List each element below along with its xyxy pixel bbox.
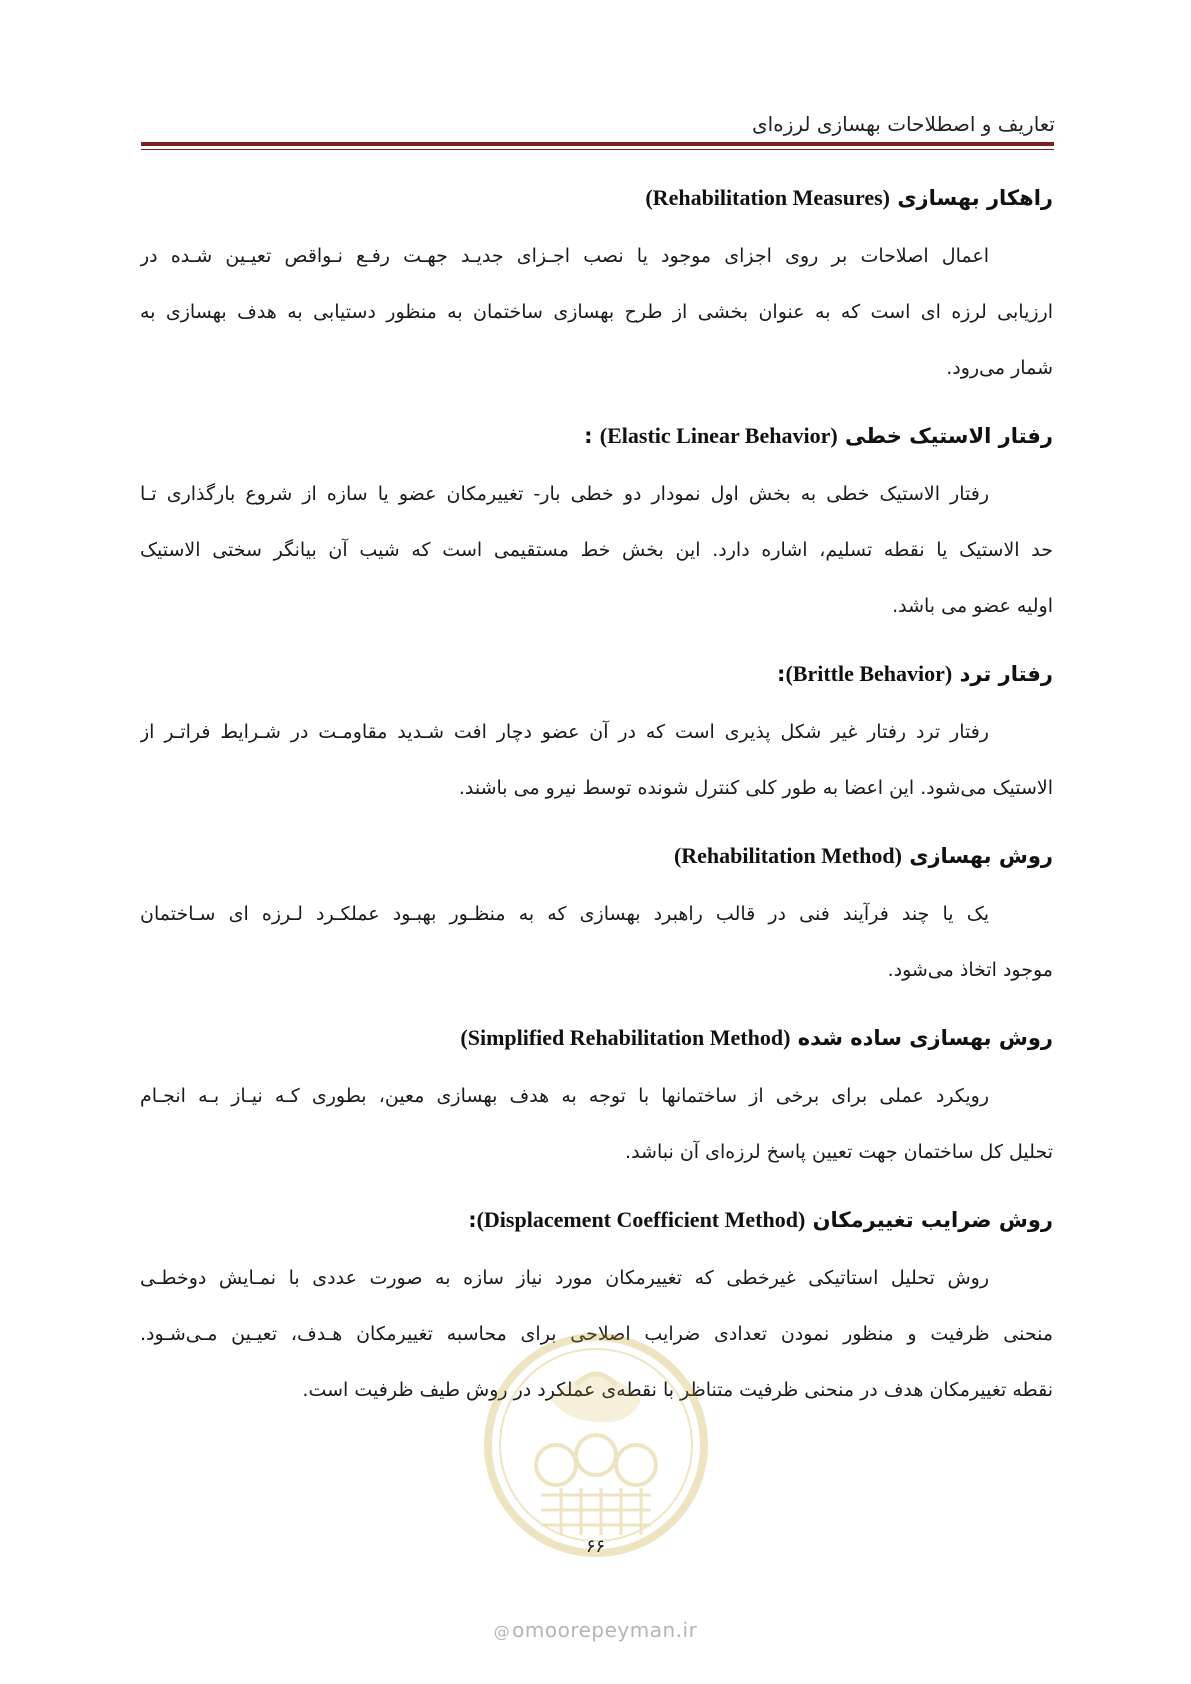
page-number: ۶۶ (585, 1536, 606, 1557)
heading-suffix: : (468, 1208, 477, 1232)
section-paragraph (140, 228, 1053, 396)
section-heading (140, 178, 1053, 218)
paragraph-line: موجود اتخاذ می‌شود. (887, 959, 1053, 981)
section-paragraph (140, 704, 1053, 816)
site-watermark-text (0, 1618, 1191, 1642)
heading-fa: راهکار بهسازی (897, 186, 1053, 210)
paragraph-line: منحنی ظرفیت و منظور نمودن تعدادی ضرایب اصلاحی برای محاسبه تغییرمکان هـدف، تعیـین مـی‌شـود. (140, 1323, 1053, 1345)
heading-en: (Rehabilitation Measures) (645, 185, 890, 210)
heading-suffix: : (777, 662, 786, 686)
paragraph-line: نقطه تغییرمکان هدف در منحنی ظرفیت متناظر با نقطه‌ی عملکرد در روش طیف ظرفیت است. (302, 1379, 1053, 1401)
section-heading (140, 654, 1053, 694)
section-rehabilitation-measures (140, 178, 1053, 416)
paragraph-line: رفتار الاستیک خطی به بخش اول نمودار دو خطی بار- تغییرمکان عضو یا سازه از شروع بارگذاری تـا (140, 483, 989, 505)
section-heading (140, 1200, 1053, 1240)
paragraph-line: یک یا چند فرآیند فنی در قالب راهبرد بهسازی که به منظـور بهبـود عملکـرد لـرزه ای سـاختمان (140, 903, 989, 925)
heading-en: (Simplified Rehabilitation Method) (460, 1025, 791, 1050)
header-rule-thin (141, 149, 1054, 150)
section-paragraph (140, 466, 1053, 634)
heading-en: (Elastic Linear Behavior) (599, 423, 838, 448)
section-rehabilitation-method (140, 836, 1053, 1018)
section-simplified-rehabilitation-method (140, 1018, 1053, 1200)
section-heading (140, 416, 1053, 456)
paragraph-line: رویکرد عملی برای برخی از ساختمانها با توجه به هدف بهسازی معین، بطوری کـه نیـاز بـه انجـام (140, 1085, 989, 1107)
header-rule-thick (141, 142, 1054, 146)
section-paragraph (140, 886, 1053, 998)
heading-fa: روش ضرایب تغییرمکان (812, 1208, 1053, 1232)
heading-fa: روش بهسازی ساده شده (797, 1026, 1053, 1050)
paragraph-line: اولیه عضو می باشد. (892, 595, 1053, 617)
section-elastic-linear-behavior (140, 416, 1053, 654)
section-paragraph (140, 1068, 1053, 1180)
heading-en: (Brittle Behavior) (785, 661, 953, 686)
heading-fa: رفتار الاستیک خطی (845, 424, 1053, 448)
paragraph-line: حد الاستیک یا نقطه تسلیم، اشاره دارد. این بخش خط مستقیمی است که شیب آن بیانگر سختی الاستیک (140, 539, 1053, 561)
watermark-logo (481, 1330, 711, 1560)
paragraph-line: رفتار ترد رفتار غیر شکل پذیری است که در آن عضو دچار افت شـدید مقاومـت در شـرایط فراتـر از (140, 721, 989, 743)
heading-fa: رفتار ترد (959, 662, 1053, 686)
paragraph-line: شمار می‌رود. (946, 357, 1053, 379)
heading-fa: روش بهسازی (909, 844, 1053, 868)
heading-en: (Rehabilitation Method) (673, 843, 902, 868)
paragraph-line: تحلیل کل ساختمان جهت تعیین پاسخ لرزه‌ای آن نباشد. (625, 1141, 1053, 1163)
section-heading (140, 1018, 1053, 1058)
paragraph-line: الاستیک می‌شود. این اعضا به طور کلی کنترل شونده توسط نیرو می باشند. (458, 777, 1053, 799)
running-title: تعاریف و اصطلاحات بهسازی لرزه‌ای (752, 112, 1055, 136)
heading-en: (Displacement Coefficient Method) (476, 1207, 806, 1232)
site-url: omoorepeyman.ir (512, 1618, 698, 1642)
paragraph-line: ارزیابی لرزه ای است که به عنوان بخشی از طرح بهسازی ساختمان به منظور دستیابی به هدف بهسازی به (140, 301, 1053, 323)
paragraph-line: اعمال اصلاحات بر روی اجزای موجود یا نصب اجـزای جدیـد جهـت رفـع نـواقص تعیـین شـده در (140, 245, 989, 267)
at-icon: @ (493, 1622, 511, 1641)
document-body (140, 178, 1053, 1418)
paragraph-line: روش تحلیل استاتیکی غیرخطی که تغییرمکان مورد نیاز سازه به صورت عددی با نمـایش دوخطـی (140, 1267, 989, 1289)
section-heading (140, 836, 1053, 876)
section-brittle-behavior (140, 654, 1053, 836)
heading-suffix: : (584, 424, 600, 448)
